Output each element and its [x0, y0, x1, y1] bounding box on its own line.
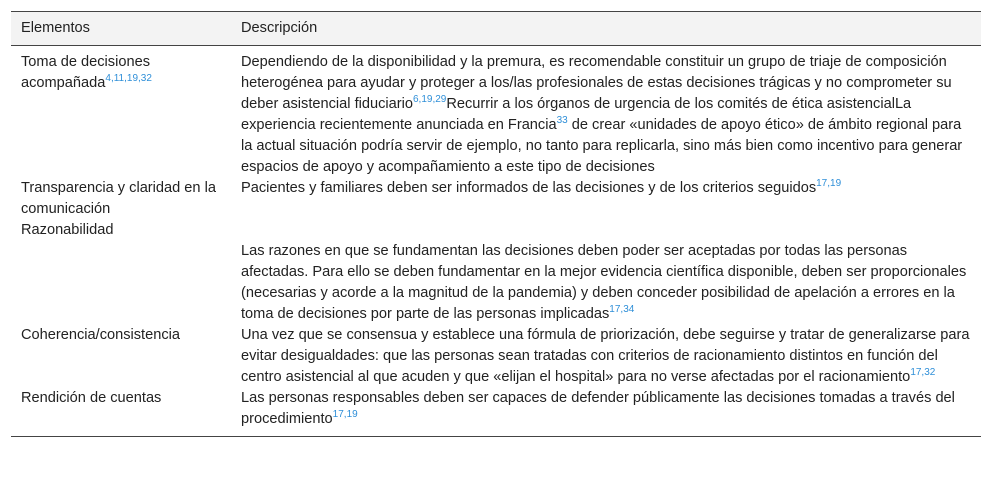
table-row [11, 220, 981, 325]
element-name: Rendición de cuentas [21, 390, 162, 406]
description-text: Recurrir a los órganos de urgencia de los comités de ética asistencialLa experiencia recientemente anunciada en Francia [241, 96, 912, 133]
element-cell [11, 46, 231, 179]
description-cell [231, 388, 981, 437]
citation-link[interactable]: 17,34 [609, 304, 635, 316]
table-header-row [11, 12, 981, 46]
description-cell [231, 220, 981, 325]
description-text: Una vez que se consensua y establece una fórmula de priorización, debe seguirse y tratar de generalizarse para evitar desigualdades: que las personas sean tratadas con criterios de racionamiento distintos en función del centro asistencial al que acuden y que «elijan el hospital» para no verse afectadas por el racionamiento [241, 327, 970, 385]
citation-link[interactable]: 17,32 [910, 367, 936, 379]
description-cell [231, 46, 981, 179]
ethics-table-container [11, 11, 981, 437]
element-name: Razonabilidad [21, 222, 114, 238]
description-text: Pacientes y familiares deben ser informados de las decisiones y de los criterios seguidos [241, 180, 817, 196]
table-body [11, 46, 981, 437]
element-cell [11, 220, 231, 325]
description-text: de crear «unidades de apoyo ético» de ámbito regional para la actual situación podría servir de ejemplo, no tanto para replicarla, sino más bien como incentivo para generar espacios de apoyo y acompañamiento a este tipo de decisiones [241, 117, 963, 175]
table-row [11, 46, 981, 179]
element-name: Transparencia y claridad en la comunicación [21, 180, 216, 217]
table-row [11, 178, 981, 220]
citation-link[interactable]: 17,19 [332, 409, 358, 421]
element-cell [11, 178, 231, 220]
table-header [11, 12, 981, 46]
element-name: Toma de decisiones acompañada [21, 54, 150, 91]
description-text: Dependiendo de la disponibilidad y la premura, es recomendable constituir un grupo de triaje de composición heterogénea para ayudar y proteger a los/las profesionales de estas decisiones trágicas y no comprometer su deber asistencial fiduciario [241, 54, 952, 112]
description-cell [231, 325, 981, 388]
citation-link[interactable]: 33 [556, 115, 568, 127]
table-row [11, 325, 981, 388]
header-elementos: Elementos [11, 12, 231, 46]
element-name: Coherencia/consistencia [21, 327, 180, 343]
ethics-elements-table [11, 11, 981, 437]
description-text: Las personas responsables deben ser capaces de defender públicamente las decisiones tomadas a través del procedimiento [241, 390, 955, 427]
citation-link[interactable]: 4,11,19,32 [105, 73, 152, 85]
description-text: Las razones en que se fundamentan las decisiones deben poder ser aceptadas por todas las personas afectadas. Para ello se deben fundamentar en la mejor evidencia científica disponible, deben ser proporcionales (necesarias y acorde a la magnitud de la pandemia) y deben conceder posibilidad de apelación a errores en la toma de decisiones por parte de las personas implicadas [241, 243, 967, 322]
table-row [11, 388, 981, 437]
citation-link[interactable]: 6,19,29 [412, 94, 447, 106]
citation-link[interactable]: 17,19 [816, 178, 842, 190]
element-cell [11, 388, 231, 437]
element-cell [11, 325, 231, 388]
header-descripcion: Descripción [231, 12, 981, 46]
description-cell [231, 178, 981, 220]
blank-line [241, 220, 971, 241]
